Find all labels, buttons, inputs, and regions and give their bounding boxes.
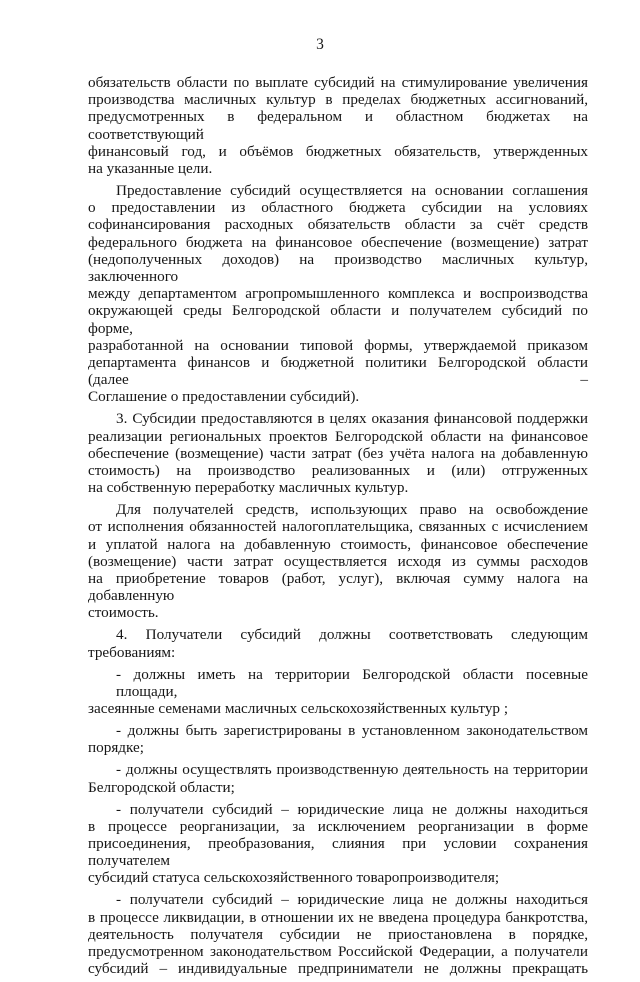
- text-line: Соглашение о предоставлении субсидий).: [88, 388, 360, 406]
- text-line: - получатели субсидий – юридические лица не должны находиться: [116, 891, 588, 909]
- text-line: требованиям:: [88, 643, 176, 661]
- text-line: стоимость) на производство реализованных и (или) отгруженных: [88, 462, 588, 480]
- text-line: софинансирования расходных обязательств области за счёт средств: [88, 216, 588, 234]
- document-body: [88, 74, 588, 982]
- text-line: в процессе ликвидации, в отношении их не введена процедура банкротства,: [88, 908, 588, 926]
- text-line: 3. Субсидии предоставляются в целях оказания финансовой поддержки: [116, 410, 588, 428]
- text-line: производства масличных культур в пределах бюджетных ассигнований,: [88, 91, 588, 109]
- paragraph: [88, 501, 588, 621]
- paragraph: [88, 410, 588, 496]
- text-line: департамента финансов и бюджетной политики Белгородской области (далее –: [88, 354, 588, 389]
- paragraph: [88, 626, 588, 660]
- paragraph: [88, 891, 588, 977]
- text-line: федерального бюджета на финансовое обеспечение (возмещение) затрат: [88, 233, 588, 251]
- text-line: разработанной на основании типовой формы, утверждаемой приказом: [88, 336, 588, 354]
- text-line: предусмотренном законодательством Российской Федерации, а получатели: [88, 942, 588, 960]
- text-line: - должны осуществлять производственную деятельность на территории: [116, 761, 588, 779]
- text-line: обеспечение (возмещение) части затрат (без учёта налога на добавленную: [88, 444, 588, 462]
- text-line: 4. Получатели субсидий должны соответствовать следующим: [116, 626, 588, 644]
- text-line: (недополученных доходов) на производство масличных культур, заключенного: [88, 250, 588, 286]
- paragraph: [88, 761, 588, 795]
- text-line: деятельность получателя субсидии не приостановлена в порядке,: [88, 925, 588, 943]
- text-line: на указанные цели.: [88, 160, 213, 178]
- text-line: Белгородской области;: [88, 778, 235, 796]
- text-line: на собственную переработку масличных культур.: [88, 479, 409, 497]
- text-line: - получатели субсидий – юридические лица не должны находиться: [116, 800, 588, 818]
- text-line: засеянные семенами масличных сельскохозяйственных культур ;: [88, 700, 509, 718]
- text-line: на приобретение товаров (работ, услуг), включая сумму налога на добавленную: [88, 570, 588, 605]
- text-line: финансовый год, и объёмов бюджетных обязательств, утвержденных: [88, 142, 588, 160]
- text-line: от исполнения обязанностей налогоплательщика, связанных с исчислением: [88, 518, 588, 536]
- text-line: порядке;: [88, 739, 144, 757]
- text-line: Предоставление субсидий осуществляется на основании соглашения: [116, 182, 588, 200]
- paragraph: [88, 666, 588, 718]
- text-line: окружающей среды Белгородской области и получателем субсидий по форме,: [88, 302, 588, 337]
- paragraph: [88, 722, 588, 756]
- text-line: и уплатой налога на добавленную стоимость, финансовое обеспечение: [88, 535, 588, 553]
- text-line: (возмещение) части затрат осуществляется исходя из суммы расходов: [88, 552, 588, 570]
- text-line: субсидий статуса сельскохозяйственного товаропроизводителя;: [88, 869, 500, 887]
- text-line: о предоставлении из областного бюджета субсидии на условиях: [88, 199, 588, 217]
- text-line: стоимость.: [88, 604, 159, 622]
- text-line: реализации региональных проектов Белгородской области на финансовое: [88, 427, 588, 445]
- page-number: 3: [316, 36, 324, 53]
- text-line: присоединения, преобразования, слияния при условии сохранения получателем: [88, 834, 588, 870]
- text-line: в процессе реорганизации, за исключением реорганизации в форме: [88, 817, 588, 835]
- text-line: - должны иметь на территории Белгородской области посевные площади,: [116, 665, 588, 700]
- text-line: между департаментом агропромышленного комплекса и воспроизводства: [88, 285, 588, 303]
- text-line: предусмотренных в федеральном и областном бюджетах на соответствующий: [88, 108, 588, 143]
- text-line: Для получателей средств, использующих право на освобождение: [116, 501, 588, 519]
- paragraph: [88, 182, 588, 406]
- text-line: - должны быть зарегистрированы в установленном законодательством: [116, 722, 588, 740]
- text-line: субсидий – индивидуальные предприниматели не должны прекращать: [88, 960, 588, 978]
- paragraph: [88, 801, 588, 887]
- paragraph: [88, 74, 588, 177]
- text-line: обязательств области по выплате субсидий на стимулирование увеличения: [88, 74, 588, 91]
